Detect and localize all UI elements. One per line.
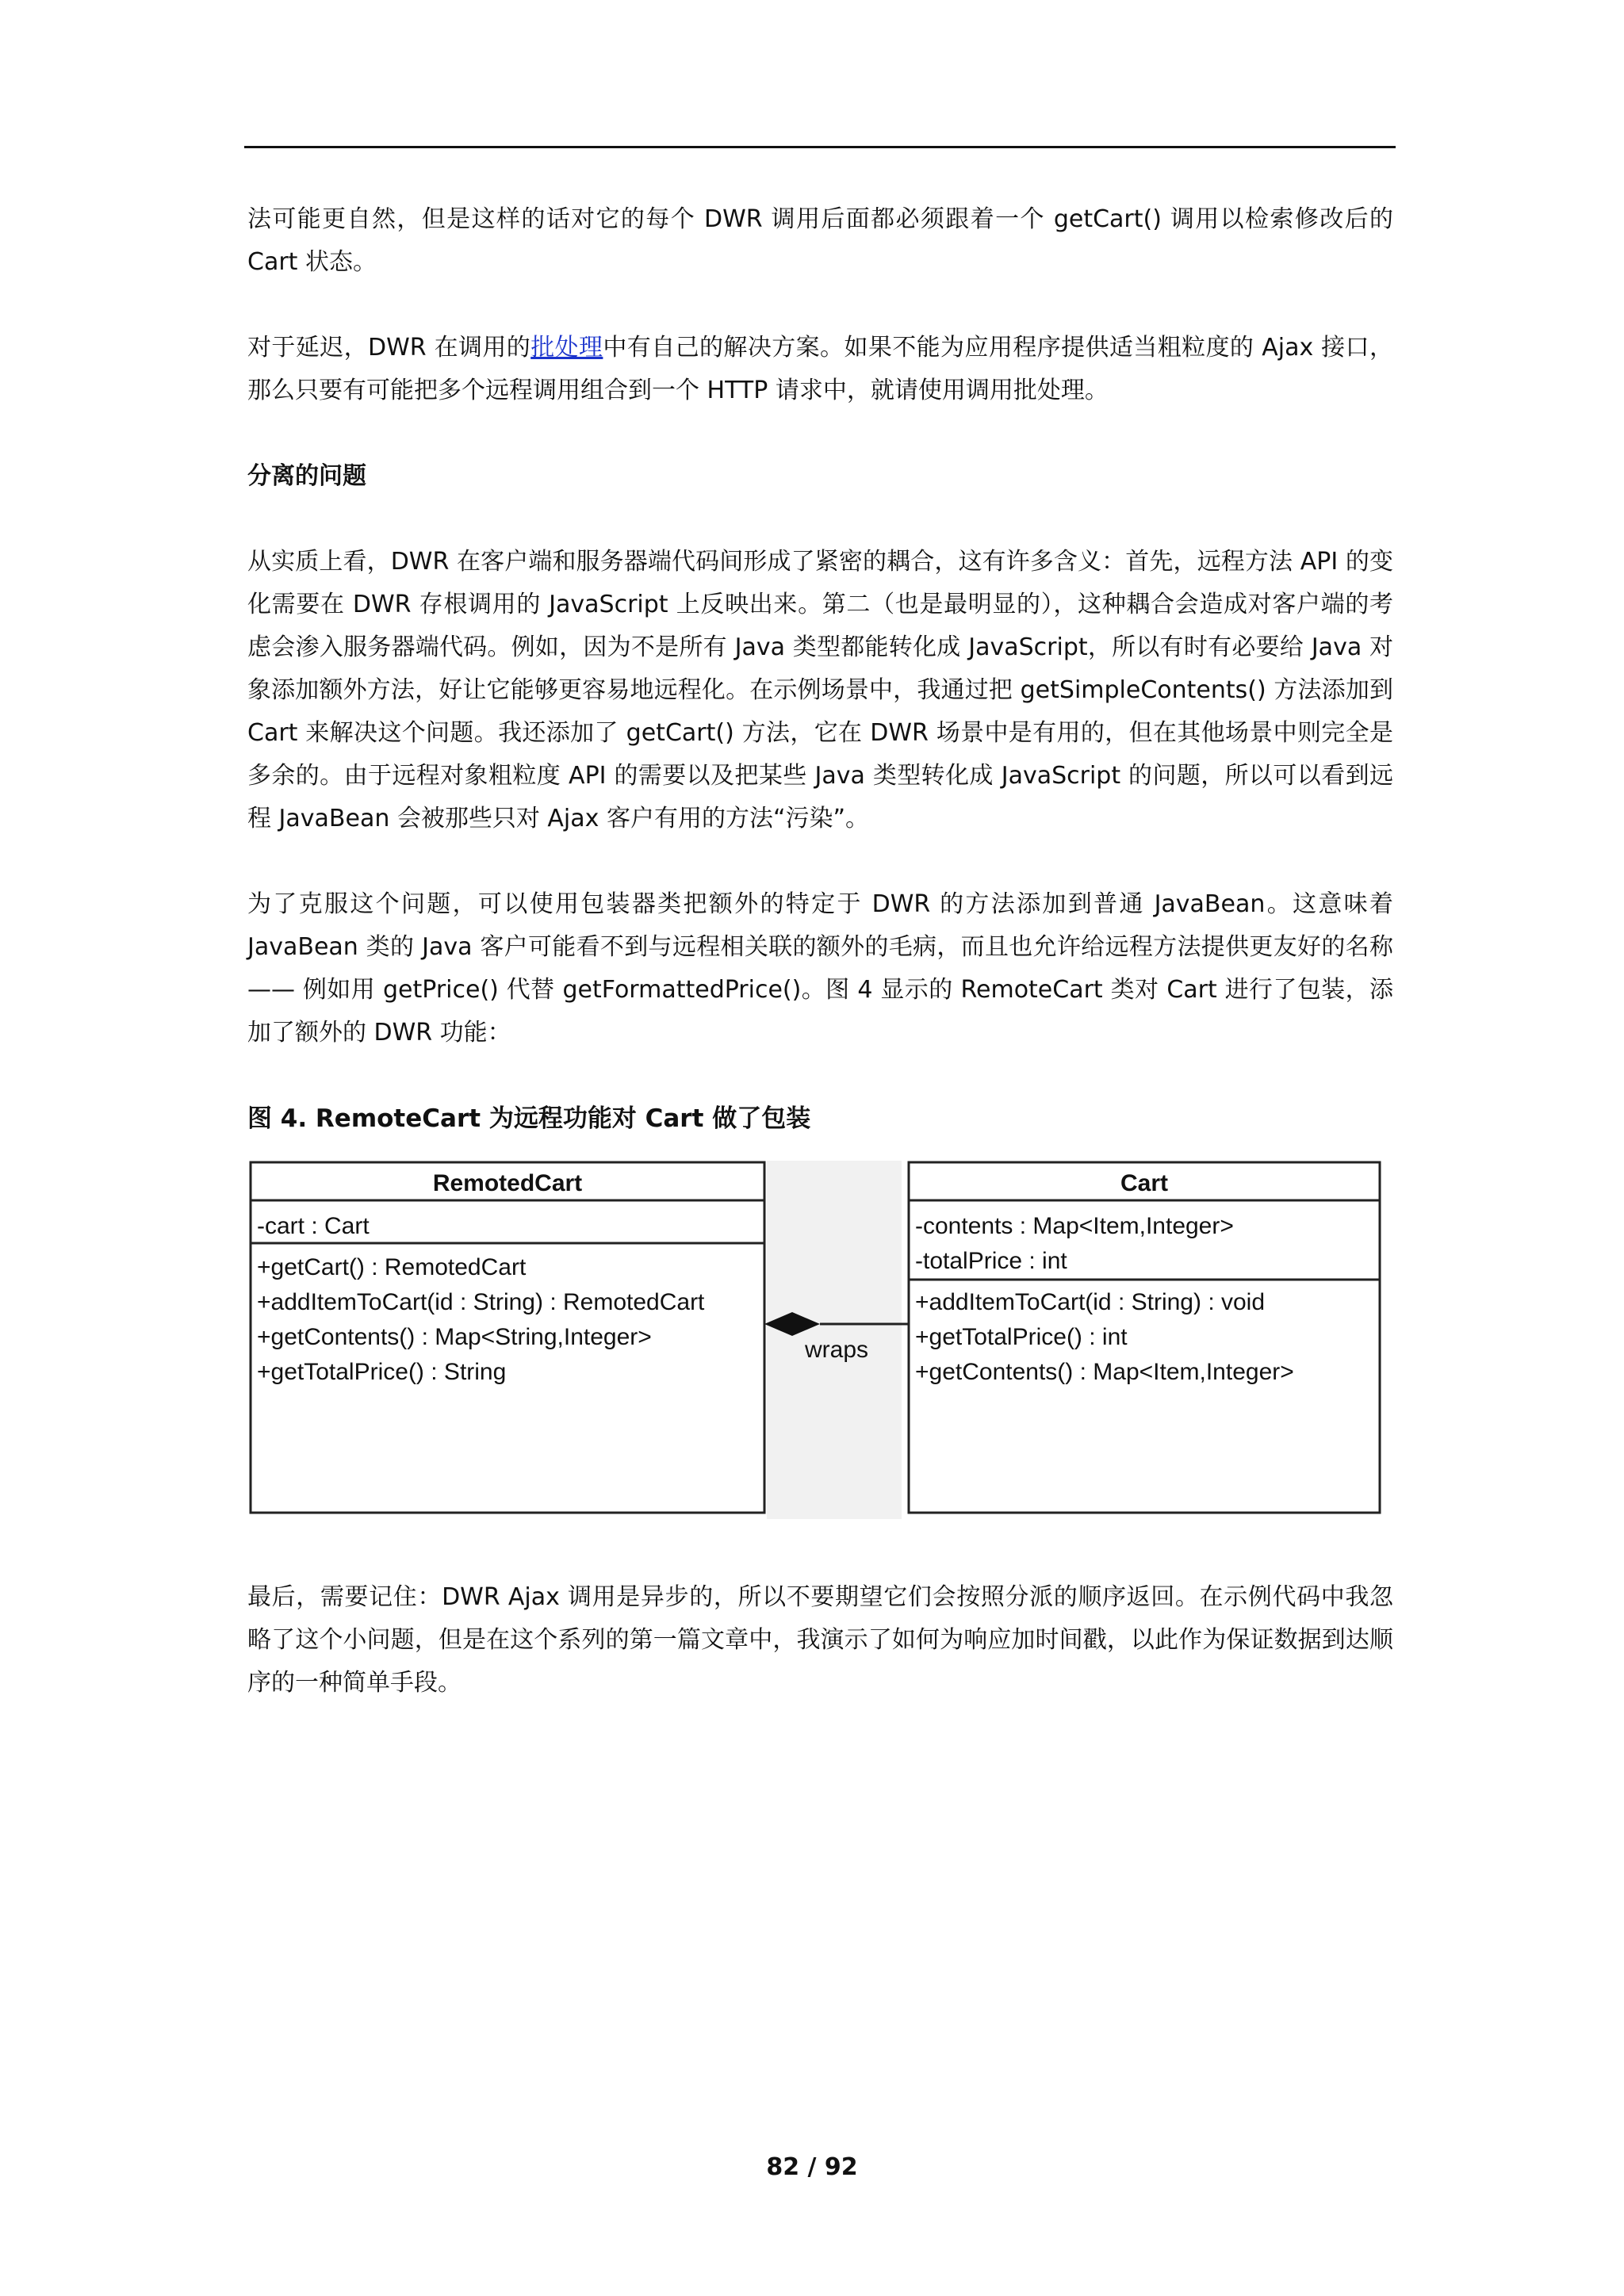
cart-method: +getContents() : Map<Item,Integer>: [915, 1359, 1294, 1385]
association-label: wraps: [805, 1337, 869, 1363]
remotedcart-class-name: RemotedCart: [432, 1170, 583, 1196]
cart-class-box: [909, 1162, 1380, 1513]
paragraph-1: 法可能更自然，但是这样的话对它的每个 DWR 调用后面都必须跟着一个 getCart() 调用以检索修改后的 Cart 状态。: [247, 205, 1393, 276]
remotedcart-attribute: -cart : Cart: [257, 1213, 370, 1239]
paragraph-4: 为了克服这个问题，可以使用包装器类把额外的特定于 DWR 的方法添加到普通 JavaBean。这意味着 JavaBean 类的 Java 客户可能看不到与远程相关联的额外的毛病，而且也允许给远程方法提供更友好的名称 —— 例如用 getPrice() 代替 getFormattedPrice()。图 4 显示的 RemoteCart 类对 Cart 进行了包装，添加了额外的 DWR 功能：: [247, 890, 1393, 1047]
paragraph-2-text-before: 对于延迟，DWR 在调用的: [247, 334, 531, 362]
page-number: 82 / 92: [766, 2153, 858, 2181]
remotedcart-class-box: [251, 1162, 764, 1513]
cart-attribute: -contents : Map<Item,Integer>: [915, 1213, 1234, 1239]
cart-method: +getTotalPrice() : int: [915, 1324, 1128, 1350]
remotedcart-method: +getTotalPrice() : String: [257, 1359, 507, 1385]
uml-class-diagram: [247, 1161, 1383, 1519]
paragraph-2-text-after: 中有自己的解决方案。如果不能为应用程序提供适当粗粒度的 Ajax 接口，那么只要有可能把多个远程调用组合到一个 HTTP 请求中，就请使用调用批处理。: [247, 334, 1393, 404]
cart-method: +addItemToCart(id : String) : void: [915, 1289, 1266, 1315]
cart-class-name: Cart: [1120, 1170, 1169, 1196]
paragraph-5: 最后，需要记住：DWR Ajax 调用是异步的，所以不要期望它们会按照分派的顺序返回。在示例代码中我忽略了这个小问题，但是在这个系列的第一篇文章中，我演示了如何为响应加时间戳，以此作为保证数据到达顺序的一种简单手段。: [247, 1583, 1393, 1697]
remotedcart-method: +getContents() : Map<String,Integer>: [257, 1324, 652, 1350]
paragraph-3: 从实质上看，DWR 在客户端和服务器端代码间形成了紧密的耦合，这有许多含义：首先，远程方法 API 的变化需要在 DWR 存根调用的 JavaScript 上反映出来。第二（也是最明显的），这种耦合会造成对客户端的考虑会渗入服务器端代码。例如，因为不是所有 Java 类型都能转化成 JavaScript，所以有时有必要给 Java 对象添加额外方法，好让它能够更容易地远程化。在示例场景中，我通过把 getSimpleContents() 方法添加到 Cart 来解决这个问题。我还添加了 getCart() 方法，它在 DWR 场景中是有用的，但在其他场景中则完全是多余的。由于远程对象粗粒度 API 的需要以及把某些 Java 类型转化成 JavaScript 的问题，所以可以看到远程 JavaBean 会被那些只对 Ajax 客户有用的方法“污染”。: [247, 548, 1393, 832]
remotedcart-method: +getCart() : RemotedCart: [257, 1254, 527, 1280]
paragraph-2: [247, 327, 1393, 412]
cart-attribute: -totalPrice : int: [915, 1248, 1067, 1274]
batching-link[interactable]: 批处理: [530, 334, 603, 362]
header-rule: [244, 146, 1396, 148]
figure-caption: 图 4. RemoteCart 为远程功能对 Cart 做了包装: [247, 1104, 811, 1133]
remotedcart-method: +addItemToCart(id : String) : RemotedCart: [257, 1289, 705, 1315]
section-heading: 分离的问题: [247, 462, 366, 490]
